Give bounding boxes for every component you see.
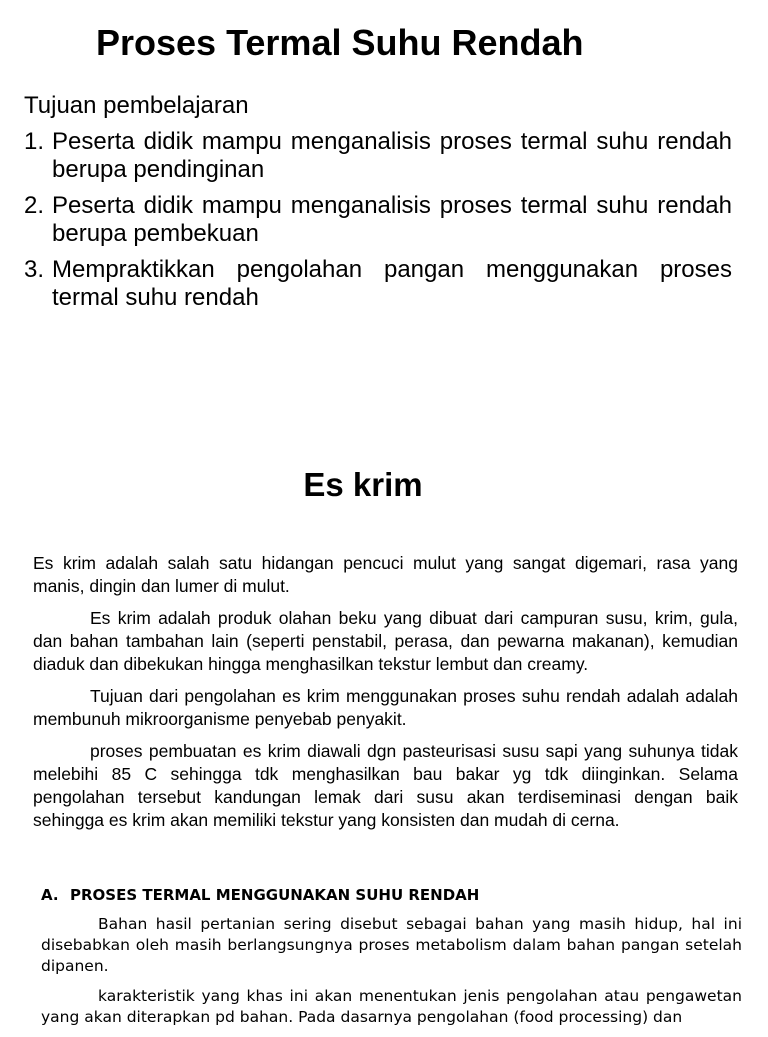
objective-item (24, 192, 732, 248)
section-a-heading (41, 884, 742, 906)
page-title: Proses Termal Suhu Rendah (96, 22, 584, 63)
section-a-paragraph: Bahan hasil pertanian sering disebut sebagai bahan yang masih hidup, hal ini disebabkan oleh masih berlangsungnya proses metabolism dalam bahan pangan setelah dipanen. (41, 915, 742, 975)
objective-text: Peserta didik mampu menganalisis proses termal suhu rendah berupa pembekuan (52, 192, 732, 247)
section-a-letter: A. (41, 886, 59, 904)
objective-number: 2. (24, 192, 45, 219)
ice-cream-paragraph: Es krim adalah salah satu hidangan pencuci mulut yang sangat digemari, rasa yang manis, dingin dan lumer di mulut. (33, 553, 738, 596)
ice-cream-title: Es krim (303, 466, 423, 503)
section-a-paragraph: karakteristik yang khas ini akan menentukan jenis pengolahan atau pengawetan yang akan diterapkan pd bahan. Pada dasarnya pengolahan (food processing) dan (41, 987, 742, 1026)
ice-cream-body (33, 552, 738, 841)
objective-item (24, 128, 732, 184)
section-a (41, 884, 742, 1037)
ice-cream-paragraph: Es krim adalah produk olahan beku yang dibuat dari campuran susu, krim, gula, dan bahan tambahan lain (seperti penstabil, perasa, dan pewarna makanan), kemudian diaduk dan dibekukan hingga menghasilkan tekstur lembut dan creamy. (33, 608, 738, 674)
objective-number: 1. (24, 128, 45, 155)
section-a-heading-text: PROSES TERMAL MENGGUNAKAN SUHU RENDAH (70, 886, 480, 904)
ice-cream-paragraph: Tujuan dari pengolahan es krim menggunakan proses suhu rendah adalah adalah membunuh mikroorganisme penyebab penyakit. (33, 686, 738, 729)
ice-cream-paragraph: proses pembuatan es krim diawali dgn pasteurisasi susu sapi yang suhunya tidak melebihi 85 C sehingga tdk menghasilkan bau bakar yg tdk diinginkan. Selama pengolahan tersebut kandungan lemak dari susu akan terdiseminasi dengan baik sehingga es krim akan memiliki tekstur yang konsisten dan mudah di cerna. (33, 741, 738, 830)
objective-text: Mempraktikkan pengolahan pangan menggunakan proses termal suhu rendah (52, 256, 732, 311)
learning-objectives (24, 92, 732, 320)
objectives-heading: Tujuan pembelajaran (24, 92, 249, 119)
objective-list (24, 128, 732, 312)
objective-item (24, 256, 732, 312)
objective-number: 3. (24, 256, 45, 283)
objective-text: Peserta didik mampu menganalisis proses termal suhu rendah berupa pendinginan (52, 128, 732, 183)
